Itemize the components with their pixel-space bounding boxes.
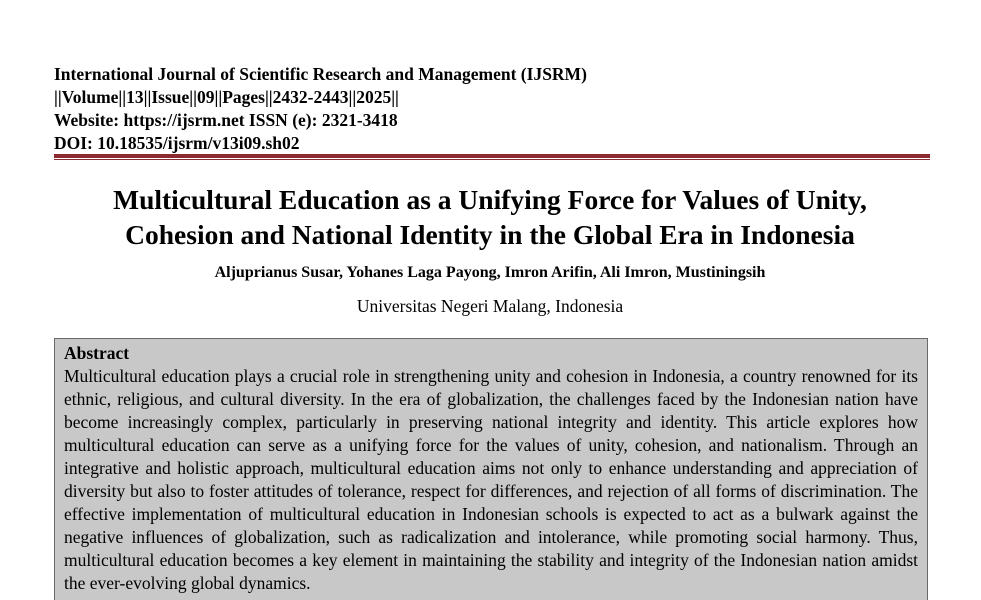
- abstract-body: Multicultural education plays a crucial role in strengthening unity and cohesion in Indonesia, a country renowned for its ethnic, religious, and cultural diversity. In the era of globalization, the challenges faced by the Indonesian nation have become increasingly complex, particularly in preserving national integrity and identity. This article explores how multicultural education can serve as a unifying force for the values of unity, cohesion, and nationalism. Through an integrative and holistic approach, multicultural education aims not only to enhance understanding and appreciation of diversity but also to foster attitudes of tolerance, respect for differences, and rejection of all forms of discrimination. The effective implementation of multicultural education in Indonesian schools is expected to act as a bulwark against the negative influences of globalization, such as radicalization and intolerance, while promoting social harmony. Thus, multicultural education becomes a key element in maintaining the stability and integrity of the Indonesian nation amidst the ever-evolving global dynamics.: [64, 366, 918, 593]
- abstract-box: [54, 338, 928, 600]
- journal-name: International Journal of Scientific Research and Management (IJSRM): [54, 64, 587, 84]
- journal-header: [54, 63, 930, 155]
- header-rule-thick: [54, 154, 930, 158]
- volume-issue-pages: ||Volume||13||Issue||09||Pages||2432-2443||2025||: [54, 87, 399, 107]
- abstract-heading: Abstract: [64, 343, 130, 363]
- website-issn: Website: https://ijsrm.net ISSN (e): 2321-3418: [54, 110, 398, 130]
- author-list: Aljuprianus Susar, Yohanes Laga Payong, Imron Arifin, Ali Imron, Mustiningsih: [214, 264, 766, 281]
- article-title-line-2: Cohesion and National Identity in the Global Era in Indonesia: [125, 219, 855, 250]
- article-title-line-1: Multicultural Education as a Unifying Force for Values of Unity,: [113, 184, 867, 215]
- doi: DOI: 10.18535/ijsrm/v13i09.sh02: [54, 133, 300, 153]
- header-rule-thin: [54, 159, 930, 160]
- author-affiliation: Universitas Negeri Malang, Indonesia: [356, 296, 624, 316]
- article-title: [40, 182, 940, 252]
